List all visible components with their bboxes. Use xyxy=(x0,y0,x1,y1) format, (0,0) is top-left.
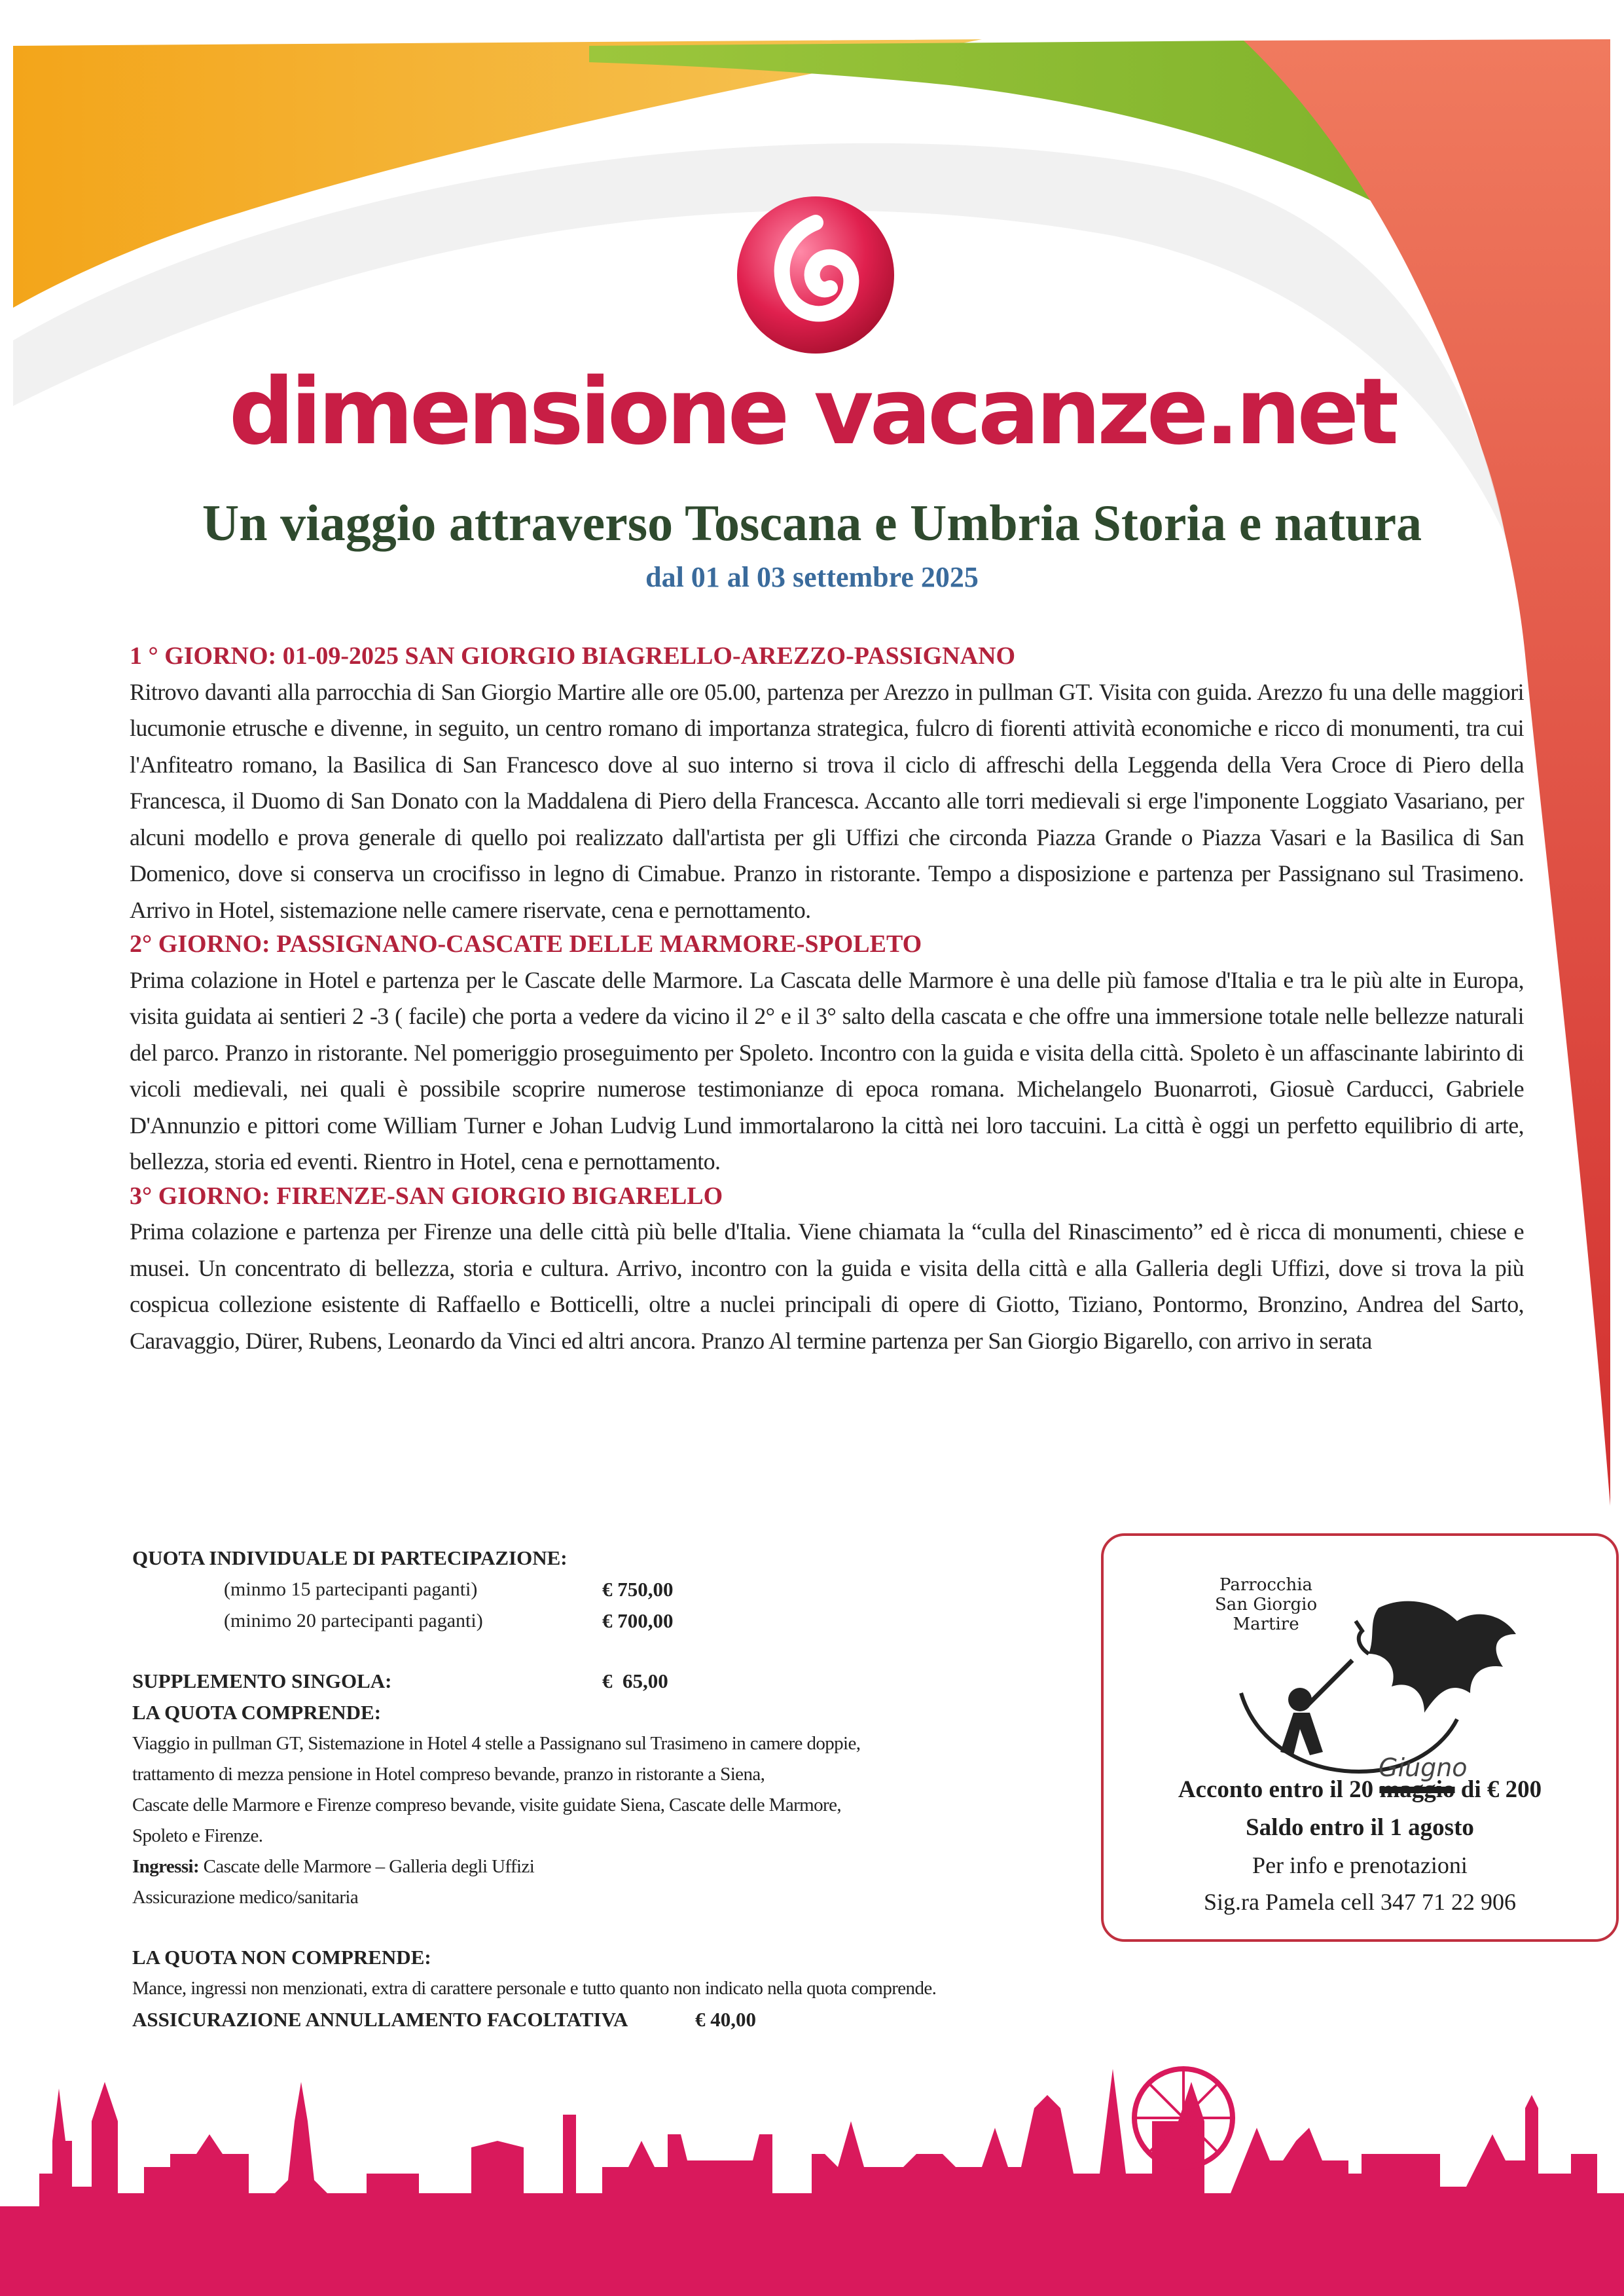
day-2-text: Prima colazione in Hotel e partenza per le Cascate delle Marmore. La Cascata delle Marmore è una delle più famose d'Italia e tra le più alte in Europa, visita guidata ai sentieri 2 -3 ( facile) che porta a vedere da vicino il 2° e il 3° salto della cascata e che offre una immersione totale nelle bellezze naturali del parco. Pranzo in ristorante. Nel pomeriggio proseguimento per Spoleto. Incontro con la guida e visita della città. Spoleto è un affascinante labirinto di vicoli medievali, nei quali è possibile scoprire numerose testimonianze di epoca romana. Michelangelo Buonarroti, Giosuè Carducci, Gabriele D'Annunzio e pittori come William Turner e Johan Ludvig Lund immortalarono la città nei loro taccuini. La città è oggi un perfetto equilibrio di arte, bellezza, storia ed eventi. Rientro in Hotel, cena e pernottamento. xyxy=(130,966,1524,1175)
parish-logo-line-3: Martire xyxy=(1233,1614,1299,1634)
brand-logo-icon xyxy=(737,196,894,354)
parish-info-box xyxy=(1101,1533,1619,1942)
quota-row-2-label: (minimo 20 partecipanti paganti) xyxy=(224,1610,483,1631)
itinerary xyxy=(130,642,1524,1360)
ingressi-label: Ingressi: xyxy=(132,1856,200,1877)
quota-row-2-price: € 700,00 xyxy=(602,1609,674,1632)
supplement-price: € 65,00 xyxy=(602,1669,668,1692)
quota-heading: QUOTA INDIVIDUALE DI PARTECIPAZIONE: xyxy=(132,1546,568,1569)
deposit-prefix: Acconto entro il 20 xyxy=(1178,1776,1380,1803)
ingressi-text: Cascate delle Marmore – Galleria degli Uffizi xyxy=(199,1856,535,1877)
includes-line-1: Viaggio in pullman GT, Sistemazione in Hotel 4 stelle a Passignano sul Trasimeno in camere doppie, xyxy=(132,1733,861,1754)
day-2-heading: 2° GIORNO: PASSIGNANO-CASCATE DELLE MARMORE-SPOLETO xyxy=(130,930,922,958)
city-skyline-icon xyxy=(0,2043,1624,2296)
parish-logo-line-1: Parrocchia xyxy=(1219,1575,1313,1595)
brand-name-part2: vacanze.net xyxy=(814,359,1396,465)
quota-row-1-label: (minmo 15 partecipanti paganti) xyxy=(224,1578,478,1600)
brand-name-part1: dimensione xyxy=(228,359,786,465)
deposit-struck-month: maggio xyxy=(1379,1776,1455,1803)
st-george-dragon-icon xyxy=(1228,1582,1529,1778)
excludes-heading: LA QUOTA NON COMPRENDE: xyxy=(132,1946,431,1969)
deposit-line xyxy=(1104,1776,1616,1804)
page-title: Un viaggio attraverso Toscana e Umbria Storia e natura xyxy=(202,494,1422,551)
insurance-line: Assicurazione medico/sanitaria xyxy=(132,1887,359,1908)
balance-line: Saldo entro il 1 agosto xyxy=(1246,1814,1474,1841)
day-3-heading: 3° GIORNO: FIRENZE-SAN GIORGIO BIGARELLO xyxy=(130,1182,723,1210)
includes-line-3: Cascate delle Marmore e Firenze compreso bevande, visite guidate Siena, Cascate delle Marmore, xyxy=(132,1795,842,1815)
contact-line: Sig.ra Pamela cell 347 71 22 906 xyxy=(1204,1889,1516,1915)
price-section xyxy=(132,1542,1114,2035)
includes-heading: LA QUOTA COMPRENDE: xyxy=(132,1701,382,1724)
excludes-text: Mance, ingressi non menzionati, extra di carattere personale e tutto quanto non indicato nella quota comprende. xyxy=(132,1978,937,1999)
parish-logo-line-2: San Giorgio xyxy=(1215,1595,1318,1614)
info-line: Per info e prenotazioni xyxy=(1252,1852,1468,1878)
ingressi-line xyxy=(132,1851,1114,1882)
includes-line-2: trattamento di mezza pensione in Hotel compreso bevande, pranzo in ristorante a Siena, xyxy=(132,1764,765,1785)
day-1-heading: 1 ° GIORNO: 01-09-2025 SAN GIORGIO BIAGRELLO-AREZZO-PASSIGNANO xyxy=(130,642,1016,670)
supplement-label: SUPPLEMENTO SINGOLA: xyxy=(132,1669,392,1692)
day-3-text: Prima colazione e partenza per Firenze una delle città più belle d'Italia. Viene chiamata la “culla del Rinascimento” ed è ricca di monumenti, chiese e musei. Un concentrato di bellezza, storia e cultura. Arrivo, incontro con la guida e visita della città e alla Galleria degli Uffizi, dove si trova la più cospicua collezione esistente di Raffaello e Botticelli, oltre a nuclei principali di opere di Giotto, Tiziano, Pontormo, Bronzino, Andrea del Sarto, Caravaggio, Dürer, Rubens, Leonardo da Vinci ed altri ancora. Pranzo Al termine partenza per San Giorgio Bigarello, con arrivo in serata xyxy=(130,1218,1524,1354)
handwritten-month: Giugno xyxy=(1379,1753,1468,1782)
quota-row-1-price: € 750,00 xyxy=(602,1578,674,1601)
trip-dates: dal 01 al 03 settembre 2025 xyxy=(645,561,979,593)
day-1-text: Ritrovo davanti alla parrocchia di San Giorgio Martire alle ore 05.00, partenza per Arezzo in pullman GT. Visita con guida. Arezzo fu una delle maggiori lucumonie etrusche e divenne, in seguito, un centro romano di importanza strategica, fulcro di fiorenti attività economiche e ricco di monumenti, tra cui l'Anfiteatro romano, la Basilica di San Francesco dove al suo interno si trova il ciclo di affreschi della Leggenda della Vera Croce di Piero della Francesca, il Duomo di San Donato con la Maddalena di Piero della Francesca. Accanto alle torri medievali si erge l'imponente Loggiato Vasariano, per alcuni modello e prova generale di quello poi realizzato dall'artista per gli Uffizi che circonda Piazza Grande o Piazza Vasari e la Basilica di San Domenico, dove si conserva un crocifisso in legno di Cimabue. Pranzo in ristorante. Tempo a disposizione e partenza per Passignano sul Trasimeno. Arrivo in Hotel, sistemazione nelle camere riservate, cena e pernottamento. xyxy=(130,678,1524,923)
brand-name xyxy=(0,359,1624,465)
cancel-insurance-label: ASSICURAZIONE ANNULLAMENTO FACOLTATIVA xyxy=(132,2008,628,2031)
includes-line-4: Spoleto e Firenze. xyxy=(132,1825,263,1846)
cancel-insurance-price: € 40,00 xyxy=(695,2008,756,2031)
deposit-suffix: di € 200 xyxy=(1454,1776,1542,1803)
